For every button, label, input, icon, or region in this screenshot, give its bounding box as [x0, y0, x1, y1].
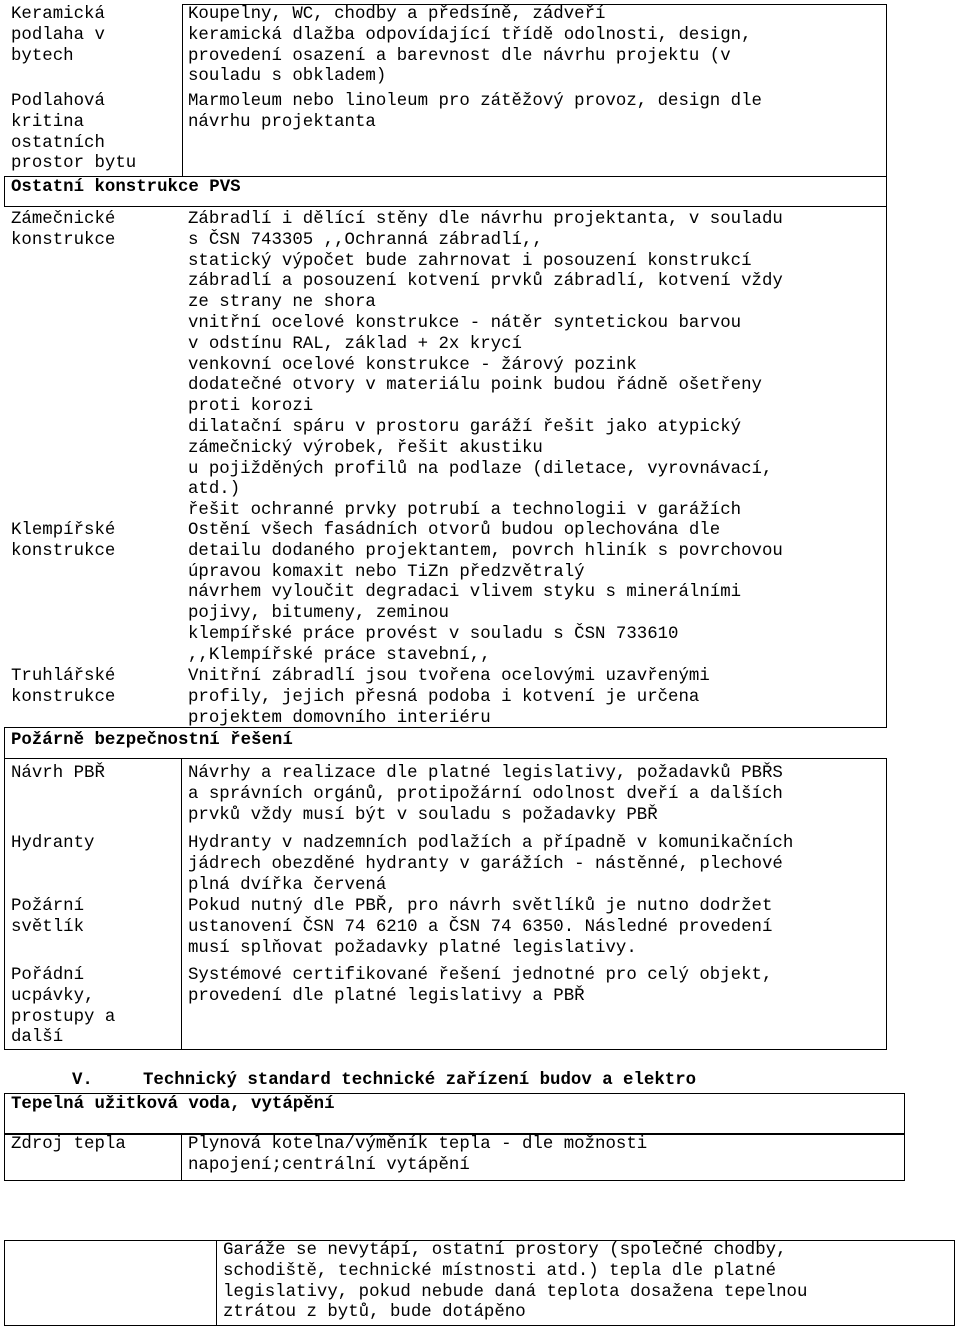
row-label: Hydranty — [11, 834, 95, 853]
section-heading-tuv: Tepelná užitková voda, vytápění — [11, 1095, 335, 1114]
table-border-inner-left — [182, 4, 183, 176]
row-text: Návrhy a realizace dle platné legislativy, požadavků PBŘS a správních orgánů, protipožární odolnost dveří a dalších prvků vždy musí být v souladu s požadavky PBŘ — [188, 764, 783, 825]
row-text: Garáže se nevytápí, ostatní prostory (společné chodby, schodiště, technické místnosti atd.) tepla dle platné legislativy, pokud nebude daná teplota dosažena tepelnou ztrátou z bytů, bude dotápěno — [223, 1241, 808, 1323]
table-border-left — [4, 758, 5, 1050]
table-border-left — [4, 727, 5, 759]
table-divider — [4, 176, 887, 177]
row-label: Klempířské konstrukce — [11, 521, 116, 561]
row-text: Ostění všech fasádních otvorů budou oplechována dle detailu dodaného projektantem, povrch hliník s povrchovou úpravou komaxit nebo TiZn předzvětralý návrhem vyloučit degradaci vlivem styku s minerálními pojivy, bitumeny, zeminou klempířské práce provést v souladu s ČSN 733610 ,,Klempířské práce stavební,, — [188, 521, 783, 665]
table-border-left — [4, 176, 5, 207]
row-label: Návrh PBŘ — [11, 764, 105, 783]
table-border-inner — [181, 1134, 182, 1181]
row-label: Podlahová kritina ostatních prostor bytu — [11, 92, 137, 174]
row-label: Truhlářské konstrukce — [11, 667, 116, 707]
row-text: Pokud nutný dle PBŘ, pro návrh světlíků je nutno dodržet ustanovení ČSN 74 6210 a ČSN 74 6350. Následné provedení musí splňovat požadavky platné legislativy. — [188, 897, 773, 958]
table-border-inner — [216, 1240, 217, 1326]
row-text: Vnitřní zábradlí jsou tvořena ocelovými uzavřenými profily, jejich přesná podoba i kotvení je určena projektem domovního interiéru — [188, 667, 710, 728]
table-border-inner — [181, 758, 182, 1050]
section-heading-ostatni: Ostatní konstrukce PVS — [11, 178, 241, 197]
row-label: Pořádní ucpávky, prostupy a další — [11, 966, 116, 1048]
row-label: Keramická podlaha v bytech — [11, 5, 105, 66]
chapter-title: Technický standard technické zařízení budov a elektro — [143, 1071, 697, 1090]
table-border-right — [886, 758, 887, 1050]
row-text: Hydranty v nadzemních podlažích a případně v komunikačních jádrech obezděné hydranty v garážích - nástěnné, plechové plná dvířka červená — [188, 834, 794, 895]
row-text: Zábradlí i dělící stěny dle návrhu projektanta, v souladu s ČSN 743305 ,,Ochranná zábradlí,, statický výpočet bude zahrnovat i posouzení konstrukcí zábradlí a posouzení kotvení prvků zábradlí, kotvení vždy ze strany ne shora vnitřní ocelové konstrukce - nátěr syntetickou barvou v odstínu RAL, základ + 2x krycí venkovní ocelové konstrukce - žárový pozink dodatečné otvory v materiálu poink budou řádně ošetřeny proti korozi dilatační spáru v prostoru garáží řešit jako atypický zámečnický výrobek, řešit akustiku u pojižděných profilů na podlaze (diletace, vyrovnávací, atd.) řešit ochranné prvky potrubí a technologii v garážích — [188, 210, 783, 521]
row-text: Koupelny, WC, chodby a předsíně, zádveří keramická dlažba odpovídající třídě odolnosti, design, provedení osazení a barevnost dle návrhu projektu (v souladu s obkladem) — [188, 5, 752, 87]
row-label: Požární světlík — [11, 897, 85, 937]
row-text: Systémové certifikované řešení jednotné pro celý objekt, provedení dle platné legislativy a PBŘ — [188, 966, 773, 1006]
row-label: Zdroj tepla — [11, 1135, 126, 1154]
table-divider — [4, 758, 887, 759]
table-divider — [4, 206, 887, 207]
row-text: Plynová kotelna/výměník tepla - dle možnosti napojení;centrální vytápění — [188, 1135, 648, 1175]
row-label: Zámečnické konstrukce — [11, 210, 116, 250]
chapter-number: V. — [72, 1071, 93, 1090]
table-border-right — [886, 4, 887, 727]
section-heading-pbr: Požárně bezpečnostní řešení — [11, 731, 293, 750]
row-text: Marmoleum nebo linoleum pro zátěžový provoz, design dle návrhu projektanta — [188, 92, 762, 132]
